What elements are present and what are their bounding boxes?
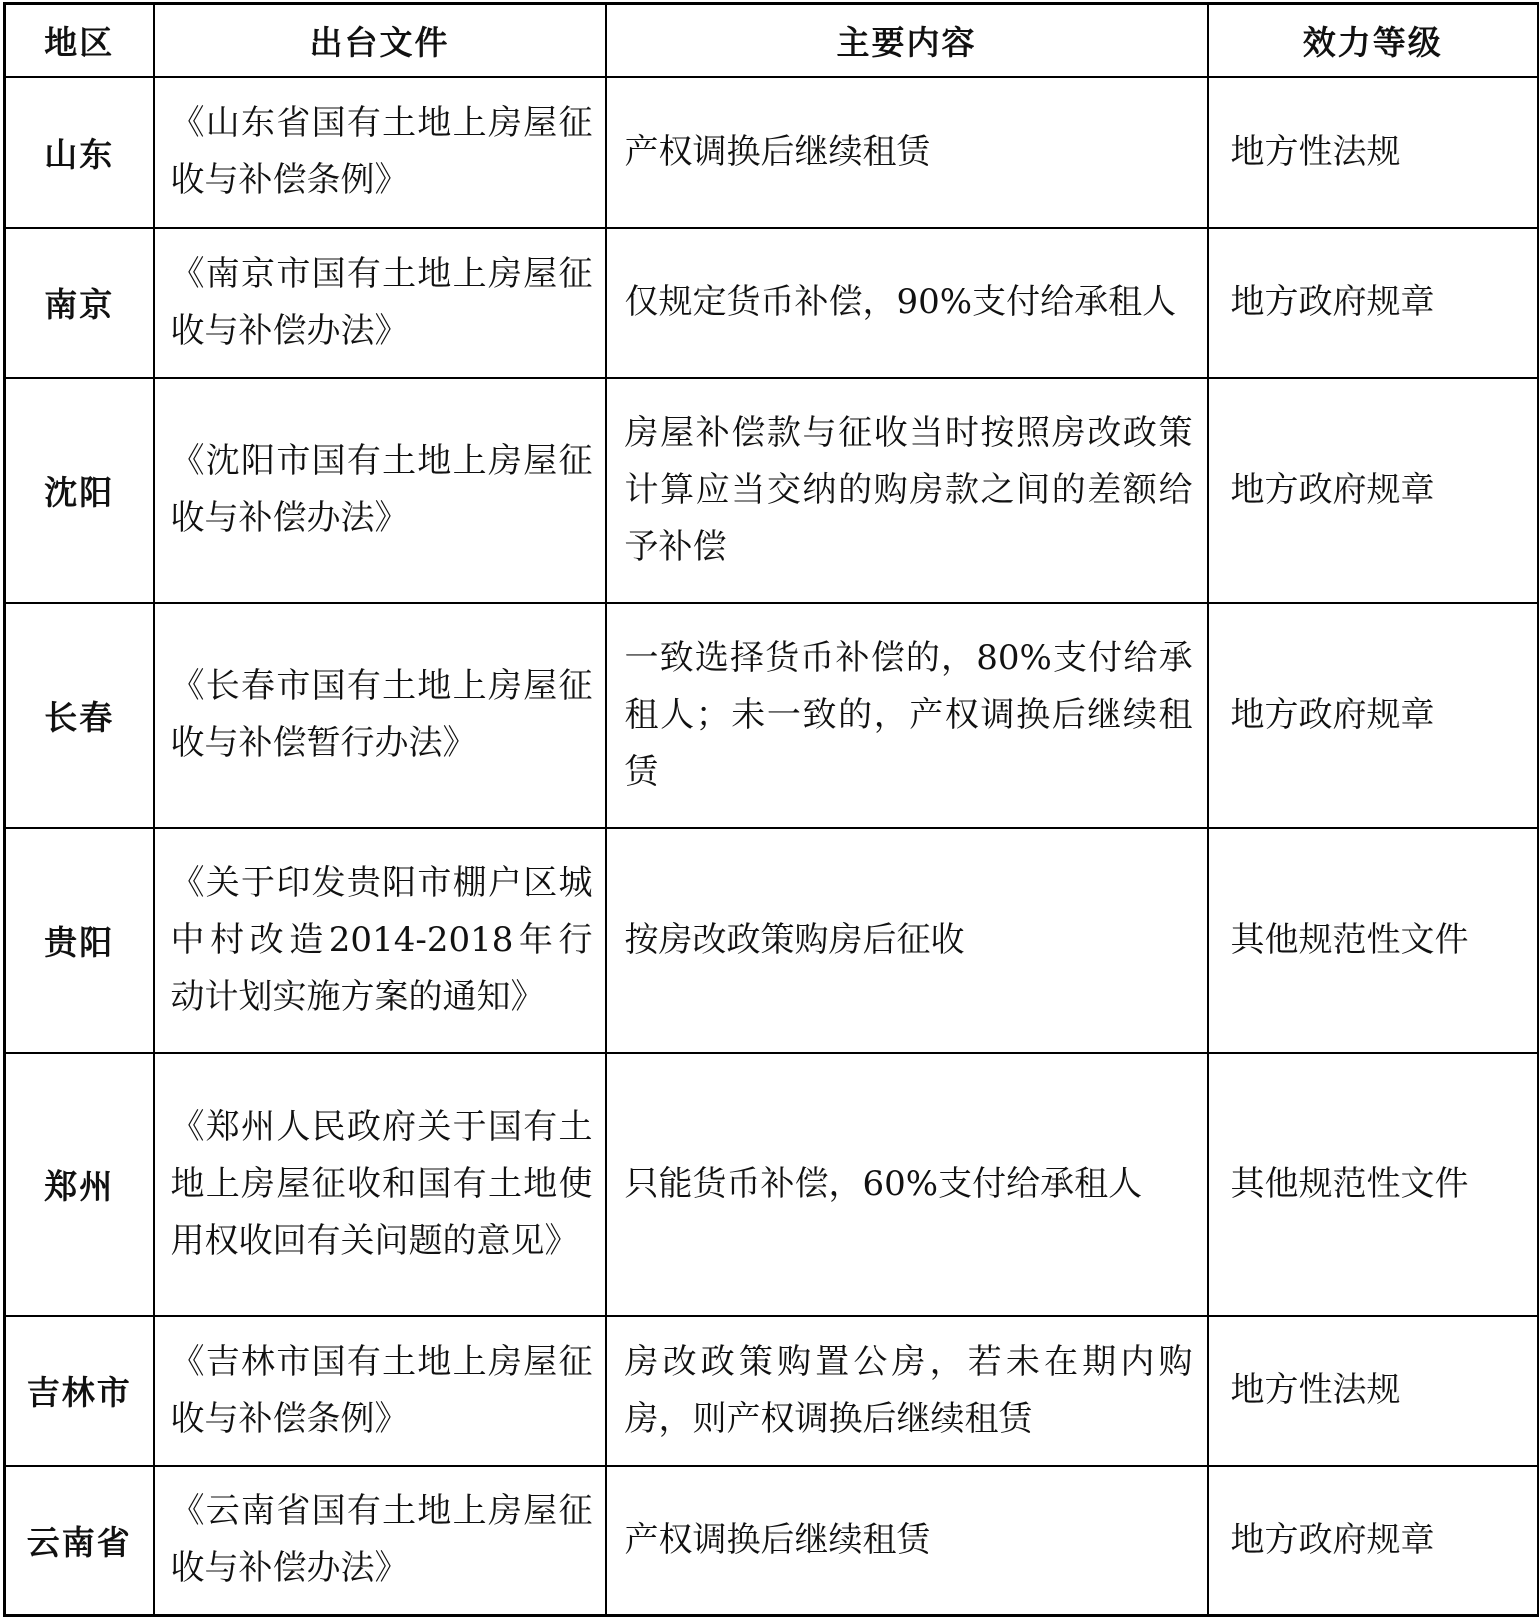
table-row [5,828,1539,1053]
header-region: 地区 [5,4,154,77]
document-cell: 《沈阳市国有土地上房屋征收与补偿办法》 [154,378,606,603]
table-row [5,378,1539,603]
content-cell: 一致选择货币补偿的，80%支付给承租人；未一致的，产权调换后继续租赁 [606,603,1208,828]
document-cell: 《长春市国有土地上房屋征收与补偿暂行办法》 [154,603,606,828]
region-cell: 郑州 [5,1053,154,1316]
level-cell: 地方性法规 [1208,1316,1539,1466]
document-cell: 《吉林市国有土地上房屋征收与补偿条例》 [154,1316,606,1466]
level-cell: 地方政府规章 [1208,1466,1539,1616]
region-cell: 长春 [5,603,154,828]
document-cell: 《南京市国有土地上房屋征收与补偿办法》 [154,228,606,378]
region-cell: 吉林市 [5,1316,154,1466]
level-cell: 地方政府规章 [1208,603,1539,828]
header-level: 效力等级 [1208,4,1539,77]
header-content: 主要内容 [606,4,1208,77]
level-cell: 其他规范性文件 [1208,828,1539,1053]
document-cell: 《云南省国有土地上房屋征收与补偿办法》 [154,1466,606,1616]
policy-comparison-table [3,2,1539,1617]
region-cell: 沈阳 [5,378,154,603]
level-cell: 地方性法规 [1208,77,1539,228]
level-cell: 地方政府规章 [1208,378,1539,603]
table-header [5,4,1539,77]
content-cell: 按房改政策购房后征收 [606,828,1208,1053]
region-cell: 南京 [5,228,154,378]
region-cell: 云南省 [5,1466,154,1616]
header-row [5,4,1539,77]
table-row [5,77,1539,228]
table-row [5,1466,1539,1616]
document-cell: 《郑州人民政府关于国有土地上房屋征收和国有土地使用权收回有关问题的意见》 [154,1053,606,1316]
document-cell: 《关于印发贵阳市棚户区城中村改造2014-2018年行动计划实施方案的通知》 [154,828,606,1053]
table-row [5,1316,1539,1466]
level-cell: 地方政府规章 [1208,228,1539,378]
table-row [5,1053,1539,1316]
content-cell: 只能货币补偿，60%支付给承租人 [606,1053,1208,1316]
content-cell: 房屋补偿款与征收当时按照房改政策计算应当交纳的购房款之间的差额给予补偿 [606,378,1208,603]
document-cell: 《山东省国有土地上房屋征收与补偿条例》 [154,77,606,228]
content-cell: 房改政策购置公房，若未在期内购房，则产权调换后继续租赁 [606,1316,1208,1466]
header-document: 出台文件 [154,4,606,77]
content-cell: 仅规定货币补偿，90%支付给承租人 [606,228,1208,378]
region-cell: 贵阳 [5,828,154,1053]
level-cell: 其他规范性文件 [1208,1053,1539,1316]
content-cell: 产权调换后继续租赁 [606,1466,1208,1616]
table-row [5,603,1539,828]
table-body [5,77,1539,1616]
table-row [5,228,1539,378]
region-cell: 山东 [5,77,154,228]
content-cell: 产权调换后继续租赁 [606,77,1208,228]
